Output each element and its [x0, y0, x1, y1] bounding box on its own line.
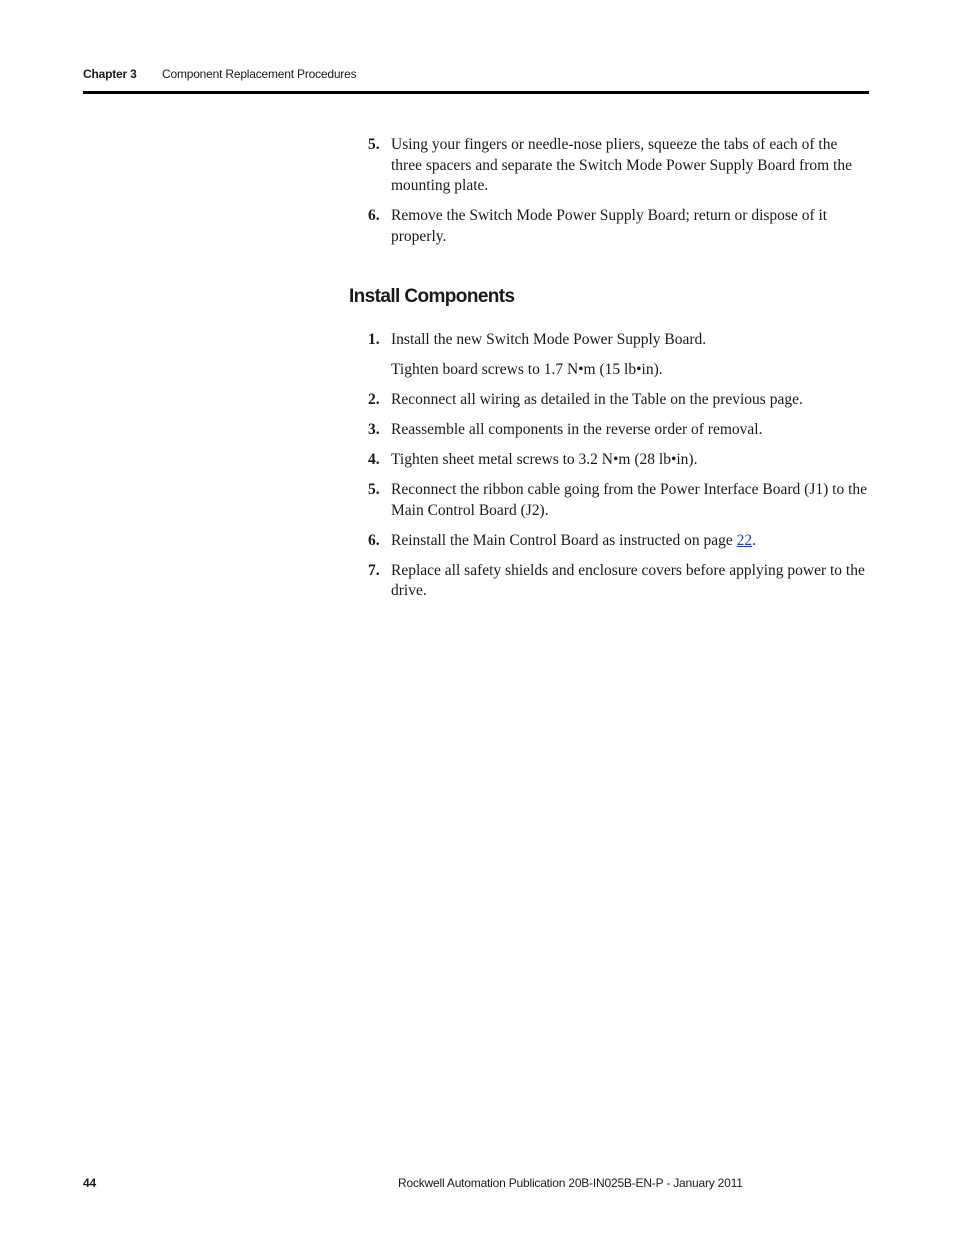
install-steps-list	[349, 330, 871, 602]
chapter-label: Chapter 3	[83, 67, 137, 81]
list-item	[349, 330, 871, 381]
page-header	[83, 66, 869, 94]
step-number: 6.	[368, 207, 380, 224]
list-item	[349, 450, 871, 471]
step-text: Reinstall the Main Control Board as instructed on page	[391, 531, 737, 549]
step-text: Tighten sheet metal screws to 3.2 N•m (28 lb•in).	[391, 451, 698, 468]
step-number: 5.	[368, 481, 380, 498]
step-text: Reassemble all components in the reverse order of removal.	[391, 421, 763, 438]
list-item	[349, 480, 871, 521]
chapter-title: Component Replacement Procedures	[162, 67, 357, 81]
step-number: 6.	[368, 531, 380, 549]
step-text: Reconnect the ribbon cable going from the Power Interface Board (J1) to the Main Control Board (J2).	[391, 481, 868, 519]
step-number: 3.	[368, 421, 380, 438]
step-number: 7.	[368, 561, 380, 579]
page-number: 44	[83, 1176, 96, 1190]
section-heading: Install Components	[349, 286, 515, 307]
page-link[interactable]: 22	[736, 531, 753, 549]
step-text: Replace all safety shields and enclosure covers before applying power to the drive.	[391, 561, 865, 599]
step-number: 4.	[368, 451, 380, 468]
list-item	[349, 206, 871, 247]
step-text: Reconnect all wiring as detailed in the Table on the previous page.	[391, 391, 803, 408]
list-item	[349, 561, 871, 602]
step-text: Remove the Switch Mode Power Supply Board; return or dispose of it properly.	[391, 207, 828, 245]
step-text: Using your fingers or needle-nose pliers, squeeze the tabs of each of the three spacers and separate the Switch Mode Power Supply Board from the mounting plate.	[391, 136, 852, 194]
step-number: 2.	[368, 391, 380, 408]
list-item	[349, 420, 871, 441]
step-number: 5.	[368, 136, 380, 153]
publication-info: Rockwell Automation Publication 20B-IN025B-EN-P - January 2011	[398, 1176, 743, 1190]
step-text-end: .	[752, 531, 757, 549]
step-number: 1.	[368, 331, 380, 348]
removal-steps-list	[349, 135, 871, 247]
step-subtext: Tighten board screws to 1.7 N•m (15 lb•in).	[391, 361, 663, 378]
list-item	[349, 531, 871, 552]
list-item	[349, 135, 871, 197]
main-content	[349, 135, 871, 611]
list-item	[349, 390, 871, 411]
step-text: Install the new Switch Mode Power Supply Board.	[391, 331, 707, 348]
